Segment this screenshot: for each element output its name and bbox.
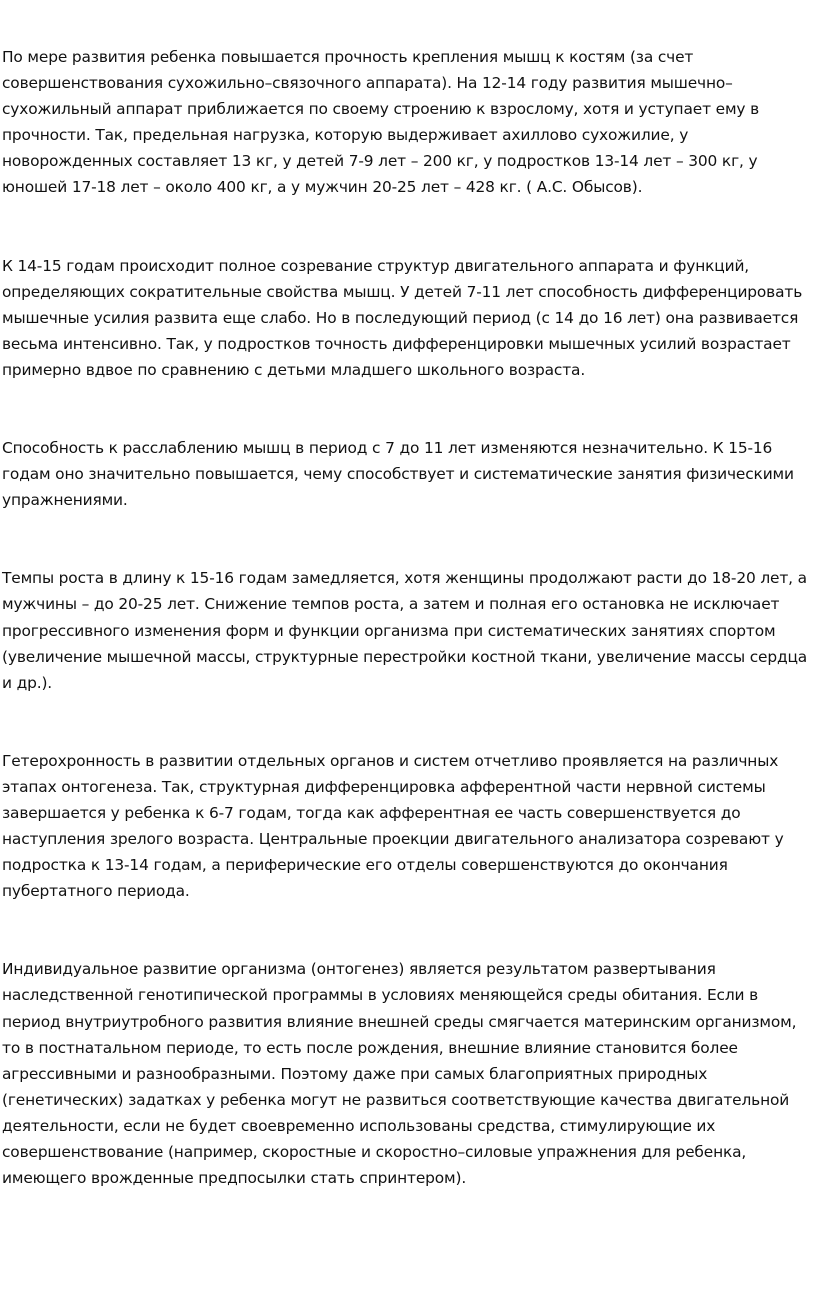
paragraph-motor-apparatus-maturation: К 14-15 годам происходит полное созревание структур двигательного аппарата и функций, определяющих сократительные свойства мышц. У детей 7-11 лет способность дифференцировать мышечные усилия развита еще слабо. Но в последующий период (с 14 до 16 лет) она развивается весьма интенсивно. Так, у подростков точность дифференцировки мышечных усилий возрастает примерно вдвое по сравнению с детьми младшего школьного возраста. [2,256,803,379]
paragraph-heterochrony: Гетерохронность в развитии отдельных органов и систем отчетливо проявляется на различных этапах онтогенеза. Так, структурная дифференцировка афферентной части нервной системы завершается у ребенка к 6-7 годам, тогда как афферентная ее часть совершенствуется до наступления зрелого возраста. Центральные проекции двигательного анализатора созревают у подростка к 13-14 годам, а периферические его отделы совершенствуются до окончания пубертатного периода. [2,751,784,901]
paragraph-ontogenesis: Индивидуальное развитие организма (онтогенез) является результатом развертывания наследственной генотипической программы в условиях меняющейся среды обитания. Если в период внутриутробного развития влияние внешней среды смягчается материнским организмом, то в постнатальном периоде, то есть после рождения, внешние влияние становится более агрессивными и разнообразными. Поэтому даже при самых благоприятных природных (генетических) задатках у ребенка могут не развиться соответствующие качества двигательной деятельности, если не будет своевременно использованы средства, стимулирующие их совершенствование (например, скоростные и скоростно–силовые упражнения для ребенка, имеющего врожденные предпосылки стать спринтером). [2,960,797,1188]
paragraph-growth-rate: Темпы роста в длину к 15-16 годам замедляется, хотя женщины продолжают расти до 18-20 лет, а мужчины – до 20-25 лет. Снижение темпов роста, а затем и полная его остановка не исключает прогрессивного изменения форм и функции организма при систематических занятиях спортом (увеличение мышечной массы, структурные перестройки костной ткани, увеличение массы сердца и др.). [2,569,808,692]
document-body [2,44,814,1191]
paragraph-muscle-attachment: По мере развития ребенка повышается прочность крепления мышц к костям (за счет совершенствования сухожильно–связочного аппарата). На 12-14 году развития мышечно–сухожильный аппарат приближается по своему строению к взрослому, хотя и уступает ему в прочности. Так, предельная нагрузка, которую выдерживает ахиллово сухожилие, у новорожденных составляет 13 кг, у детей 7-9 лет – 200 кг, у подростков 13-14 лет – 300 кг, у юношей 17-18 лет – около 400 кг, а у мужчин 20-25 лет – 428 кг. ( А.С. Обысов). [2,48,760,197]
paragraph-muscle-relaxation: Способность к расслаблению мышц в период с 7 до 11 лет изменяются незначительно. К 15-16 годам оно значительно повышается, чему способствует и систематические занятия физическими упражнениями. [2,439,794,510]
